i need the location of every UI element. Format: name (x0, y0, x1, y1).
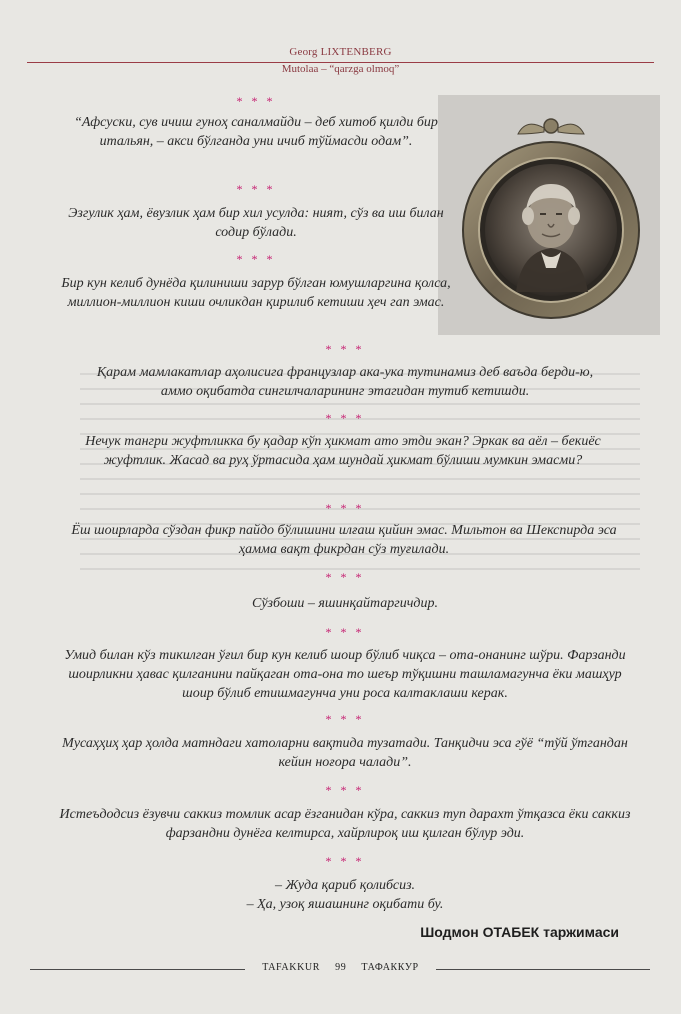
running-header (0, 46, 681, 58)
separator: * * * (236, 252, 276, 266)
page-number: 99 (335, 962, 347, 973)
separator: * * * (325, 411, 365, 425)
portrait-medallion (456, 112, 646, 322)
header-subtitle: Mutolaa – “qarzga olmoq” (281, 63, 400, 75)
aphorism-7: Сўзбоши – яшинқайтаргичдир. (251, 596, 438, 611)
aphorism-1: “Афсуски, сув ичиш гуноҳ саналмайди – деб хитоб қилди бир итальян, – акси бўлганда уни ичиб тўймасди одам”. (74, 115, 438, 149)
aphorism-9: Мусаҳҳиҳ ҳар ҳолда матндаги хатоларни вақтида тузатади. Танқидчи эса гўё “тўй ўтгандан кейин ноғора чалади”. (62, 736, 628, 770)
aphorism-10: Истеъдодсиз ёзувчи саккиз томлик асар ёзганидан кўра, саккиз туп дарахт ўтқазса ёки саккиз фарзандни дунёга келтирса, хайрлироқ иш қилган бўлур эди. (59, 807, 631, 841)
separator: * * * (325, 342, 365, 356)
separator: * * * (325, 854, 365, 868)
aphorism-5: Нечук тангри жуфтликка бу қадар кўп ҳикмат ато этди экан? Эркак ва аёл – бекиёс жуфтлик. Жасад ва руҳ ўртасида ҳам шундай ҳикмат бўлиши мумкин эмасми? (85, 434, 601, 468)
translator-credit: Шодмон ОТАБЕК таржимаси (420, 924, 619, 940)
page-footer (0, 960, 681, 980)
separator: * * * (236, 94, 276, 108)
footer-magazine-cyrillic: ТАФАККУР (361, 962, 419, 973)
separator: * * * (236, 182, 276, 196)
aphorism-8: Умид билан кўз тикилган ўғил бир кун келиб шоир бўлиб чиқса – ота-онанинг шўри. Фарзанди шоирликни ҳавас қилганини пайқаган ота-она то шеър тўқишни ташламагунча ёки машҳур шоир бўлиб етишмагунча уни роса калтаклаши керак. (64, 648, 626, 701)
footer-magazine-latin: TAFAKKUR (262, 962, 320, 973)
dialogue-line-2: – Ҳа, узоқ яшашнинг оқибати бу. (246, 897, 444, 912)
footer-text (0, 962, 681, 973)
header-author: Georg LIXTENBERG (289, 46, 392, 58)
aphorism-6: Ёш шоирларда сўздан фикр пайдо бўлишини илғаш қийин эмас. Мильтон ва Шекспирда эса ҳамма вақт фикрдан сўз туғилади. (71, 523, 617, 557)
aphorism-2: Эзгулик ҳам, ёвузлик ҳам бир хил усулда: ният, сўз ва иш билан содир бўлади. (68, 206, 444, 240)
separator: * * * (325, 625, 365, 639)
ribbon-bow-icon (518, 119, 584, 134)
dialogue-line-1: – Жуда қариб қолибсиз. (274, 878, 416, 893)
aphorism-4: Қарам мамлакатлар аҳолисига французлар ака-ука тутинамиз деб ваъда берди-ю, аммо оқибатда сингилчаларининг этагидан тутиб кетишди. (96, 365, 594, 399)
aphorism-3: Бир кун келиб дунёда қилиниши зарур бўлган юмушларгина қолса, миллион-миллион киши очликдан қирилиб кетиши ҳеч гап эмас. (61, 276, 451, 310)
separator: * * * (325, 783, 365, 797)
separator: * * * (325, 501, 365, 515)
separator: * * * (325, 570, 365, 584)
separator: * * * (325, 712, 365, 726)
